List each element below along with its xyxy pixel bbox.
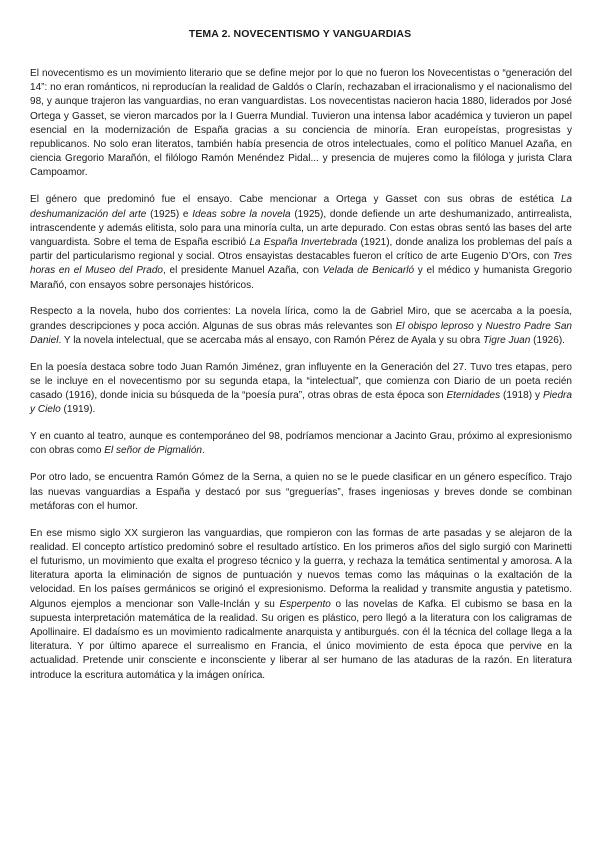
paragraph-text: (1926). — [530, 334, 565, 346]
paragraph-text: y el médico y humanista Gregorio Marañó, con ensayos sobre personajes históricos. — [30, 265, 572, 291]
italic-title-text: La España Invertebrada — [249, 236, 358, 248]
paragraph-text: El novecentismo es un movimiento literario que se define mejor por lo que no fueron los Novecentistas o “generación del 14”: no eran románticos, ni reproducían la realidad de Galdós o Clarín, rechazaban el irracionalismo y el nacionalismo del 98, y aunque trajeron las vanguardias, no eran vanguardistas. Los novecentistas nacieron hacia 1880, liderados por José Ortega y Gasset, se vieron marcados por la I Guerra Mundial. Tuvieron una intensa labor académica y tuvieron un papel esencial en la modernización de España gracias a su conciencia de minoría. Eran europeístas, progresistas y republicanos. No solo eran literatos, también había presencia de otros intelectuales, como el político Manuel Azaña, en ciencia Gregorio Marañón, el filólogo Ramón Menéndez Pidal... y presencia de mujeres como la filóloga y jurista Clara Campoamor. — [30, 68, 572, 179]
paragraph-ensayo — [30, 193, 572, 292]
paragraph-text: (1925), donde defiende un arte deshumanizado, antirrealista, intrascendente y además elitista, solo para una minoría culta, un arte depurado. Con estas obras sentó las bases del arte vanguardista. Sobre el tema de España escribió — [30, 208, 572, 248]
document-title: TEMA 2. NOVECENTISMO Y VANGUARDIAS — [188, 28, 412, 40]
paragraph-vanguardias — [30, 527, 572, 683]
paragraph-poesia — [30, 361, 572, 418]
italic-title-text: Tigre Juan — [482, 334, 531, 346]
paragraph-novela — [30, 305, 572, 348]
paragraph-text: (1919). — [60, 404, 96, 416]
paragraph-text: o las novelas de Kafka. El cubismo se basa en la supuesta interpretación matemática de la realidad. Su origen es plástico, pero llegó a la literatura con los caligramas de Apollinaire. El dadaísmo es un movimiento radicalmente anarquista y antiburgués. con él la técnica del collage llega a la literatura. Y por último aparece el surrealismo en Francia, el único movimiento de esta época que pervive en la actualidad. Pretende unir consciente e inconsciente y liberar al ser humano de las ataduras de la razón. En literatura introduce la escritura automática y la imágen onírica. — [30, 598, 572, 681]
paragraph-text: . — [202, 445, 205, 457]
document-body — [30, 67, 572, 696]
italic-title-text: Tres horas en el Museo del Prado — [30, 251, 572, 277]
paragraph-text: (1921), donde analiza los problemas del país a partir del particularismo regional y social. Otros ensayistas destacables fueron el crítico de arte Eugenio D’Ors, con — [30, 236, 572, 263]
paragraph-text: (1918) y — [500, 390, 543, 402]
paragraph-teatro — [30, 430, 572, 458]
italic-title-text: El señor de Pigmalión — [104, 445, 203, 457]
italic-title-text: Esperpento — [279, 598, 331, 610]
paragraph-text: Respecto a la novela, hubo dos corrientes: La novela lírica, como la de Gabriel Miro, que se acercaba a la poesía, grandes descripciones y poca acción. Algunas de sus obras más relevantes son — [30, 306, 572, 332]
paragraph-novecentismo-intro — [30, 67, 572, 181]
italic-title-text: Eternidades — [446, 390, 501, 402]
paragraph-text: Y en cuanto al teatro, aunque es contemporáneo del 98, podríamos mencionar a Jacinto Grau, próximo al expresionismo con obras como — [30, 431, 572, 457]
paragraph-text: . Y la novela intelectual, que se acercaba más al ensayo, con Ramón Pérez de Ayala y su obra — [58, 334, 483, 346]
paragraph-gomez-de-la-serna — [30, 471, 572, 514]
paragraph-text: En la poesía destaca sobre todo Juan Ramón Jiménez, gran influyente en la Generación del 27. Tuvo tres etapas, pero se le incluye en el novecentismo por su segunda etapa, la “intelectual”, que comienza con Diario de un poeta recién casado (1916), donde inicia su búsqueda de la “poesía pura”, otras obras de esta época son — [30, 361, 572, 402]
italic-title-text: El obispo leproso — [395, 320, 474, 332]
paragraph-text: El género que predominó fue el ensayo. Cabe mencionar a Ortega y Gasset con sus obras de estética — [30, 194, 561, 206]
italic-title-text: Ideas sobre la novela — [192, 208, 291, 220]
italic-title-text: Nuestro Padre San Daniel — [30, 320, 573, 346]
italic-title-text: Piedra y Cielo — [30, 390, 572, 416]
paragraph-text: En ese mismo siglo XX surgieron las vanguardias, que rompieron con las formas de arte pasadas y se alejaron de la realidad. El concepto artístico predominó sobre el resultado artístico. En los primeros años del siglo surgió con Marinetti el futurismo, un movimiento que exalta el progreso técnico y la guerra, y rechaza la temática sentimental y amorosa. A la literatura aporta la eliminación de signos de puntuación y nuevos temas como las máquinas o la exaltación de la velocidad. En los países germánicos se originó el expresionismo. Deforma la realidad y transmite angustia y patetismo. Algunos ejemplos a mencionar son Valle-Inclán y su — [30, 527, 572, 610]
paragraph-text: y — [473, 320, 486, 332]
paragraph-text: , el presidente Manuel Azaña, con — [163, 265, 323, 277]
paragraph-text: Por otro lado, se encuentra Ramón Gómez de la Serna, a quien no se le puede clasificar en un género específico. Trajo las nuevas vanguardias a España y destacó por sus “greguerías”, frases ingeniosas y breves donde se combinan metáforas con el humor. — [30, 472, 572, 512]
paragraph-text: (1925) e — [146, 208, 193, 220]
italic-title-text: La deshumanización del arte — [30, 194, 572, 220]
italic-title-text: Velada de Benicarló — [322, 265, 415, 277]
